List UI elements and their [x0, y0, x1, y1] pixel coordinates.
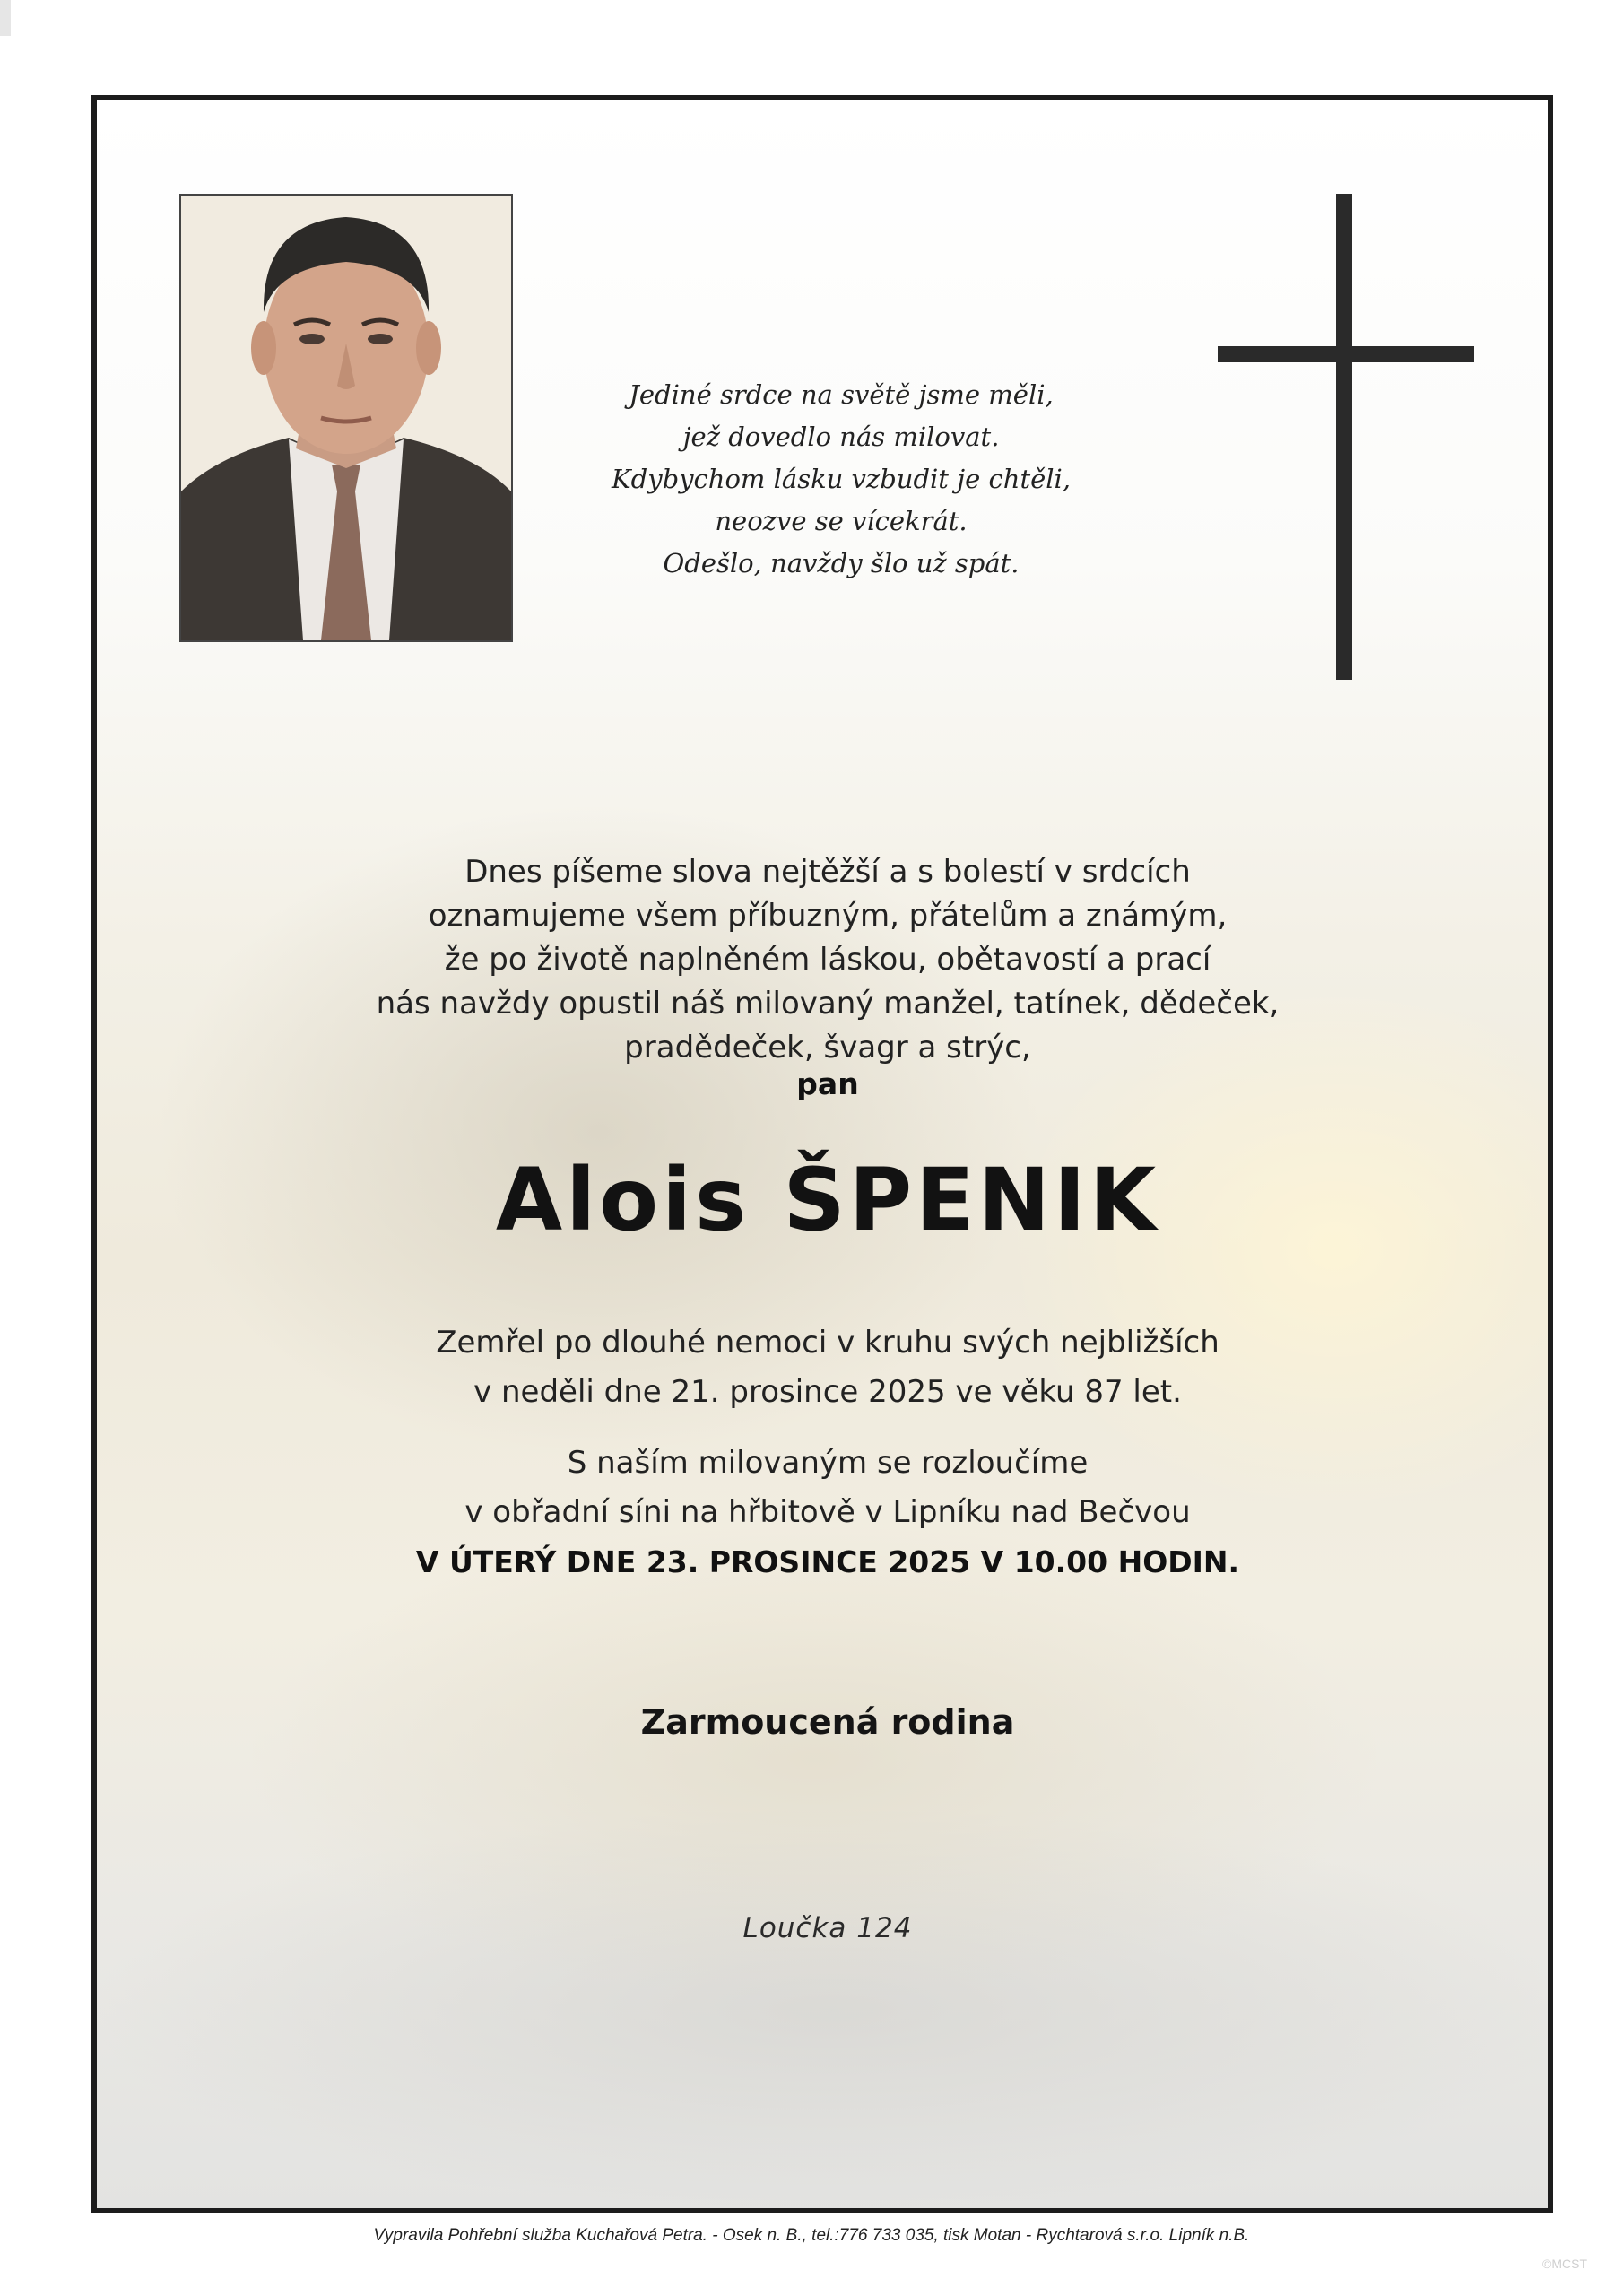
funeral-service-footer: Vypravila Pohřební služba Kuchařová Petra. - Osek n. B., tel.:776 733 035, tisk Motan - Rychtarová s.r.o. Lipník n.B. [373, 2226, 1250, 2245]
poem-line: Odešlo, navždy šlo už spát. [663, 548, 1020, 578]
announcement-line: nás navždy opustil náš milovaný manžel, tatínek, dědeček, [376, 986, 1280, 1022]
farewell-notice [151, 1439, 1505, 1587]
family-address: Loučka 124 [742, 1912, 913, 1944]
scan-artifact [0, 0, 11, 36]
poem-line: jež dovedlo nás milovat. [682, 422, 1000, 452]
poem-line: Kdybychom lásku vzbudit je chtěli, [611, 464, 1072, 494]
death-line: Zemřel po dlouhé nemoci v kruhu svých nejbližších [436, 1325, 1219, 1361]
farewell-line: v obřadní síni na hřbitově v Lipníku nad Bečvou [464, 1494, 1191, 1530]
latin-cross-icon [1218, 194, 1474, 680]
announcement-line: že po životě naplněném láskou, obětavostí a prací [444, 942, 1211, 978]
memorial-poem [545, 374, 1137, 585]
announcement-line: oznamujeme všem příbuzným, přátelům a známým, [428, 898, 1228, 934]
portrait-photo [179, 194, 513, 642]
honorific: pan [796, 1066, 859, 1101]
announcement-line: pradědeček, švagr a strýc, [624, 1030, 1031, 1065]
death-notice [151, 1318, 1505, 1417]
announcement-text [151, 850, 1505, 1070]
poem-line: neozve se vícekrát. [715, 506, 968, 536]
farewell-line: S naším milovaným se rozloučíme [567, 1445, 1089, 1481]
cross-horizontal-bar [1218, 346, 1474, 362]
death-line: v neděli dne 21. prosince 2025 ve věku 87 let. [473, 1374, 1182, 1410]
family-signature: Zarmoucená rodina [640, 1702, 1015, 1742]
cross-vertical-bar [1336, 194, 1352, 680]
watermark: ©MCST [1542, 2257, 1587, 2271]
ceremony-date-time: V ÚTERÝ DNE 23. PROSINCE 2025 V 10.00 HODIN. [415, 1544, 1240, 1579]
deceased-name: Alois ŠPENIK [495, 1150, 1160, 1250]
poem-line: Jediné srdce na světě jsme měli, [629, 379, 1054, 410]
announcement-line: Dnes píšeme slova nejtěžší a s bolestí v srdcích [464, 854, 1191, 890]
obituary-frame [91, 95, 1553, 2213]
